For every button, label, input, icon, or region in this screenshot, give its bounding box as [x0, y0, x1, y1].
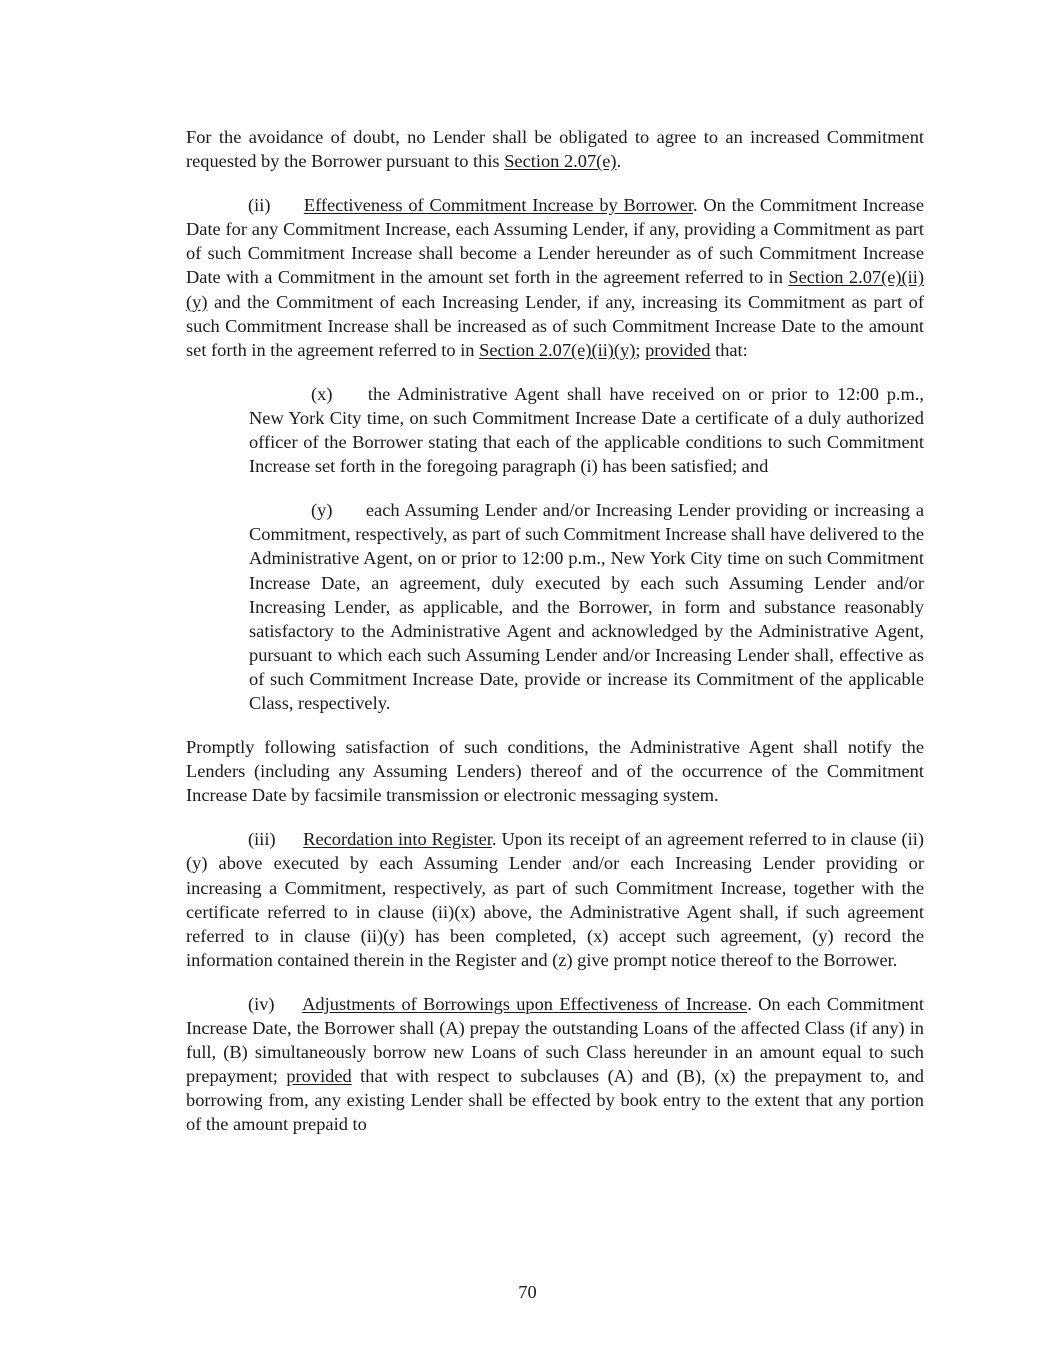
- document-page: [186, 125, 924, 1156]
- clause-number-iv: (iv): [248, 993, 275, 1014]
- paragraph-iv: [186, 992, 924, 1137]
- clause-heading-ii: Effectiveness of Commitment Increase by Borrower: [303, 195, 693, 216]
- clause-iii-text: . Upon its receipt of an agreement referred to in clause (ii)(y) above executed by each Assuming Lender and/or each Increasing Lender providing or increasing a Commitment, respectively, as part of such Commitment Increase, together with the certificate referred to in clause (ii)(x) above, the Administrative Agent shall, if such agreement referred to in clause (ii)(y) has been completed, (x) accept such agreement, (y) record the information contained therein in the Register and (z) give prompt notice thereof to the Borrower.: [186, 829, 924, 970]
- subclause-y-text: each Assuming Lender and/or Increasing Lender providing or increasing a Commitment, respectively, as part of such Commitment Increase shall have delivered to the Administrative Agent, on or prior to 12:00 p.m., New York City time on such Commitment Increase Date, an agreement, duly executed by each such Assuming Lender and/or Increasing Lender, as applicable, and the Borrower, in form and substance reasonably satisfactory to the Administrative Agent and acknowledged by the Administrative Agent, pursuant to which each such Assuming Lender and/or Increasing Lender shall, effective as of such Commitment Increase Date, provide or increase its Commitment of the applicable Class, respectively.: [249, 500, 925, 713]
- paragraph-ii: [186, 193, 924, 362]
- clause-ii-text-end: that:: [710, 339, 748, 360]
- clause-iv-text: . On each Commitment Increase Date, the Borrower shall (A) prepay the outstanding Loans of the affected Class (if any) in full, (B) simultaneously borrow new Loans of such Class hereunder in an amount equal to such prepayment;: [186, 993, 924, 1087]
- clause-iv-text: that with respect to subclauses (A) and (B), (x) the prepayment to, and borrowing from, any existing Lender shall be effected by book entry to the extent that any portion of the amount prepaid to: [186, 1066, 925, 1135]
- intro-text-end: .: [616, 151, 622, 172]
- provided-term: provided: [645, 339, 711, 360]
- clause-number-iii: (iii): [248, 829, 276, 850]
- clause-heading-iii: Recordation into Register: [303, 829, 492, 850]
- clause-ii-text: ;: [635, 339, 646, 360]
- clause-number-ii: (ii): [248, 195, 271, 216]
- subclause-y: [249, 498, 924, 715]
- provided-term: provided: [286, 1066, 352, 1087]
- intro-text: For the avoidance of doubt, no Lender shall be obligated to agree to an increased Commitment requested by the Borrower pursuant to this: [186, 127, 924, 172]
- clause-ii-text: and the Commitment of each Increasing Lender, if any, increasing its Commitment as part of such Commitment Increase shall be increased as of such Commitment Increase Date to the amount set forth in the agreement referred to in: [186, 291, 924, 360]
- subclause-number-y: (y): [311, 500, 333, 521]
- subclause-x: [249, 382, 924, 478]
- subclause-x-text: the Administrative Agent shall have received on or prior to 12:00 p.m., New York City time, on such Commitment Increase Date a certificate of a duly authorized officer of the Borrower stating that each of the applicable conditions to such Commitment Increase set forth in the foregoing paragraph (i) has been satisfied; and: [249, 383, 924, 477]
- clause-ii-text: . On the Commitment Increase Date for any Commitment Increase, each Assuming Lender, if any, providing a Commitment as part of such Commitment Increase shall become a Lender hereunder as of such Commitment Increase Date with a Commitment in the amount set forth in the agreement referred to in: [186, 195, 924, 288]
- paragraph-promptly: [186, 735, 924, 807]
- section-reference: Section 2.07(e): [504, 151, 617, 172]
- clause-heading-iv: Adjustments of Borrowings upon Effectiveness of Increase: [302, 993, 748, 1014]
- subclause-number-x: (x): [311, 383, 333, 404]
- section-reference: Section 2.07(e)(ii)(y): [479, 339, 636, 360]
- promptly-text: Promptly following satisfaction of such conditions, the Administrative Agent shall notify the Lenders (including any Assuming Lenders) thereof and of the occurrence of the Commitment Increase Date by facsimile transmission or electronic messaging system.: [186, 737, 924, 806]
- paragraph-iii: [186, 827, 924, 972]
- section-reference: Section 2.07(e)(ii)(y): [186, 267, 924, 312]
- page-number: 70: [518, 1282, 537, 1302]
- paragraph-intro: [186, 125, 924, 173]
